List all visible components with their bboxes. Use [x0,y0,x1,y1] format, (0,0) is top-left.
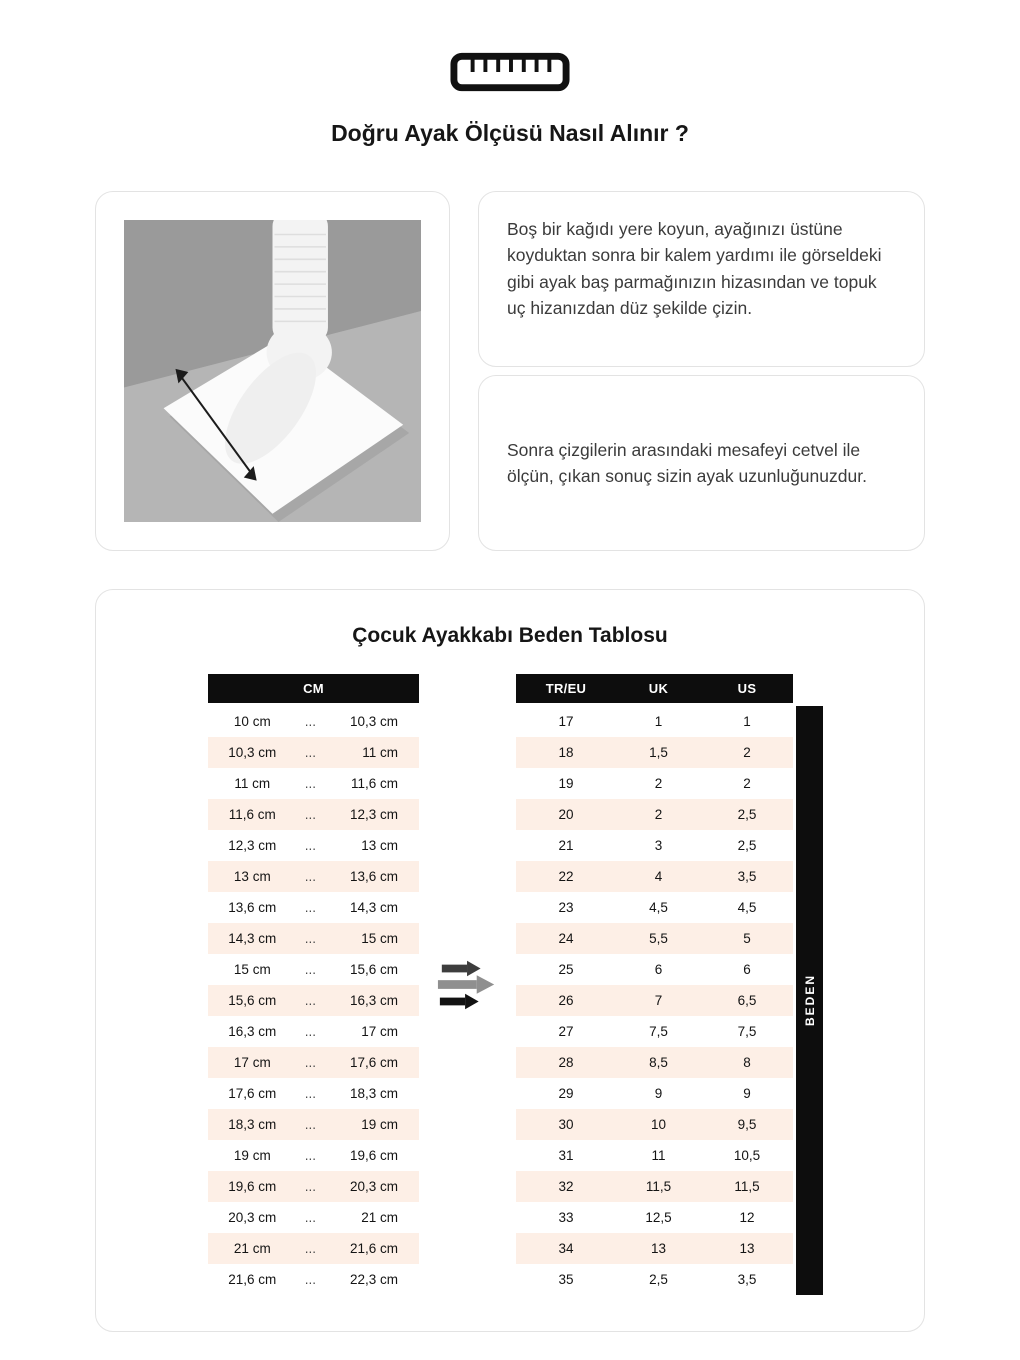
cm-table-row [208,1202,419,1233]
cm-from-value: 19 cm [233,1148,271,1163]
size-eu-value: 27 [558,1024,574,1039]
cm-separator: ... [304,931,316,946]
size-table-row [516,799,793,830]
size-table-row [516,1016,793,1047]
size-us-value: 13 [739,1241,755,1256]
size-chart-tables [208,674,924,1295]
cm-table-header: CM [208,674,419,703]
size-table-header-uk: UK [648,681,669,696]
size-us-value: 4,5 [737,900,757,915]
cm-separator: ... [304,1148,316,1163]
beden-label-bar [796,706,823,1295]
cm-separator: ... [304,900,316,915]
cm-separator: ... [304,745,316,760]
cm-to-value: 11,6 cm [350,776,398,791]
cm-from-value: 14,3 cm [228,931,277,946]
cm-from-value: 12,3 cm [228,838,277,853]
size-eu-value: 28 [558,1055,574,1070]
size-eu-value: 33 [558,1210,574,1225]
cm-table [208,674,419,1295]
size-eu-value: 26 [558,993,574,1008]
cm-from-value: 13,6 cm [228,900,277,915]
size-us-value: 6 [743,962,751,977]
instruction-cards [478,191,925,551]
size-us-value: 2,5 [737,838,757,853]
size-table-body [516,706,793,1295]
size-table-row [516,861,793,892]
foot-measure-photo [124,220,421,522]
cm-from-value: 13 cm [233,869,271,884]
size-table-row [516,1171,793,1202]
size-uk-value: 7 [654,993,663,1008]
size-eu-value: 23 [558,900,574,915]
cm-table-row [208,706,419,737]
cm-to-value: 16,3 cm [349,993,398,1008]
convert-arrows-icon [419,956,516,1014]
size-eu-value: 20 [558,807,574,822]
size-uk-value: 3 [654,838,663,853]
cm-table-row [208,923,419,954]
cm-from-value: 17 cm [233,1055,271,1070]
size-uk-value: 6 [654,962,663,977]
cm-from-value: 17,6 cm [228,1086,277,1101]
cm-to-value: 12,3 cm [349,807,398,822]
cm-from-value: 11 cm [234,776,271,791]
size-eu-value: 30 [558,1117,574,1132]
size-us-value: 9,5 [737,1117,757,1132]
cm-table-row [208,1171,419,1202]
cm-table-row [208,1078,419,1109]
cm-table-row [208,861,419,892]
size-uk-value: 11,5 [645,1179,672,1194]
size-chart-title: Çocuk Ayakkabı Beden Tablosu [352,624,668,647]
size-table-row [516,1109,793,1140]
size-uk-value: 2,5 [649,1272,668,1287]
size-us-value: 3,5 [737,1272,757,1287]
size-eu-value: 19 [558,776,574,791]
cm-table-row [208,768,419,799]
size-chart-card [95,589,925,1332]
size-table-row [516,892,793,923]
size-table-row [516,768,793,799]
measurement-guide-section [95,191,925,551]
cm-separator: ... [304,1086,316,1101]
size-table-header [516,674,793,703]
cm-to-value: 17 cm [361,1024,398,1039]
cm-separator: ... [304,714,316,729]
size-eu-value: 35 [558,1272,574,1287]
instruction-text-2: Sonra çizgilerin arasındaki mesafeyi cetvel ile ölçün, çıkan sonuç sizin ayak uzunluğunuzdur. [507,439,867,486]
size-us-value: 10,5 [733,1148,761,1163]
size-eu-value: 22 [558,869,574,884]
convert-arrows-svg [436,956,500,1014]
size-us-value: 8 [743,1055,751,1070]
cm-table-row [208,1233,419,1264]
cm-to-value: 21 cm [361,1210,398,1225]
size-uk-value: 10 [650,1117,667,1132]
size-uk-value: 5,5 [649,931,668,946]
cm-separator: ... [304,807,316,822]
size-table-header-eu: TR/EU [545,681,587,696]
size-us-value: 5 [743,931,751,946]
size-table-row [516,1047,793,1078]
cm-to-value: 15,6 cm [349,962,398,977]
size-us-value: 1 [743,714,751,729]
cm-to-value: 14,3 cm [349,900,398,915]
cm-from-value: 19,6 cm [228,1179,277,1194]
size-eu-value: 25 [558,962,574,977]
size-uk-value: 9 [654,1086,663,1101]
size-table-row [516,923,793,954]
size-eu-value: 18 [558,745,574,760]
cm-separator: ... [304,838,316,853]
cm-separator: ... [304,993,316,1008]
cm-separator: ... [304,1272,316,1287]
size-uk-value: 1 [654,714,663,729]
cm-from-value: 21,6 cm [228,1272,277,1287]
cm-from-value: 20,3 cm [228,1210,277,1225]
cm-from-value: 15 cm [233,962,271,977]
cm-from-value: 21 cm [233,1241,271,1256]
size-uk-value: 2 [654,807,663,822]
cm-to-value: 20,3 cm [349,1179,398,1194]
size-us-value: 2 [743,776,751,791]
size-uk-value: 12,5 [645,1210,672,1225]
beden-label: BEDEN [802,974,817,1027]
cm-to-value: 11 cm [362,745,398,760]
cm-separator: ... [304,962,316,977]
size-uk-value: 2 [654,776,663,791]
size-table-header-us: US [737,681,757,696]
size-eu-value: 24 [558,931,574,946]
cm-table-row [208,892,419,923]
cm-from-value: 16,3 cm [228,1024,277,1039]
cm-from-value: 10 cm [233,714,271,729]
cm-from-value: 10,3 cm [228,745,277,760]
cm-separator: ... [304,1210,316,1225]
cm-from-value: 11,6 cm [228,807,276,822]
size-table-row [516,737,793,768]
size-table-row [516,1264,793,1295]
ruler-icon-svg [449,50,571,94]
cm-table-row [208,1016,419,1047]
cm-separator: ... [304,776,316,791]
size-uk-value: 11 [651,1148,666,1163]
size-uk-value: 13 [650,1241,667,1256]
cm-separator: ... [304,1024,316,1039]
cm-table-row [208,1140,419,1171]
size-table-row [516,706,793,737]
size-uk-value: 4,5 [649,900,668,915]
size-us-value: 2,5 [737,807,757,822]
cm-table-body [208,706,419,1295]
size-table-row [516,1078,793,1109]
size-eu-value: 32 [558,1179,574,1194]
size-table-row [516,1140,793,1171]
size-eu-value: 21 [558,838,574,853]
cm-to-value: 10,3 cm [349,714,398,729]
cm-to-value: 19 cm [361,1117,398,1132]
cm-separator: ... [304,1241,316,1256]
size-uk-value: 4 [654,869,663,884]
cm-to-value: 18,3 cm [349,1086,398,1101]
size-eu-value: 34 [558,1241,574,1256]
size-us-value: 2 [743,745,751,760]
size-eu-value: 29 [558,1086,574,1101]
cm-separator: ... [304,1179,316,1194]
size-uk-value: 1,5 [649,745,668,760]
instruction-card-2 [478,375,925,551]
cm-table-row [208,799,419,830]
cm-table-row [208,1109,419,1140]
size-eu-value: 17 [558,714,574,729]
cm-to-value: 22,3 cm [349,1272,398,1287]
cm-table-row [208,1264,419,1295]
cm-separator: ... [304,869,316,884]
cm-separator: ... [304,1117,316,1132]
size-eu-value: 31 [558,1148,574,1163]
page-title: Doğru Ayak Ölçüsü Nasıl Alınır ? [331,120,689,146]
cm-to-value: 13,6 cm [349,869,398,884]
size-us-value: 9 [743,1086,751,1101]
cm-table-row [208,830,419,861]
cm-table-row [208,954,419,985]
cm-to-value: 15 cm [361,931,398,946]
cm-from-value: 15,6 cm [228,993,277,1008]
cm-table-row [208,737,419,768]
size-table-row [516,1202,793,1233]
foot-measure-photo-card [95,191,450,551]
instruction-card-1 [478,191,925,367]
size-table-row [516,954,793,985]
size-table-row [516,830,793,861]
size-us-value: 3,5 [737,869,757,884]
size-us-value: 6,5 [737,993,757,1008]
instruction-text-1: Boş bir kağıdı yere koyun, ayağınızı üstüne koyduktan sonra bir kalem yardımı ile görseldeki gibi ayak baş parmağınızın hizasından ve topuk uç hizanızdan düz şekilde çizin. [507,219,882,318]
cm-separator: ... [304,1055,316,1070]
cm-table-row [208,985,419,1016]
cm-to-value: 21,6 cm [349,1241,398,1256]
size-table-row [516,1233,793,1264]
cm-to-value: 13 cm [361,838,398,853]
size-table-row [516,985,793,1016]
size-us-value: 7,5 [737,1024,757,1039]
size-us-value: 12 [739,1210,755,1225]
size-uk-value: 8,5 [649,1055,668,1070]
size-us-value: 11,5 [734,1179,760,1194]
cm-to-value: 19,6 cm [349,1148,398,1163]
size-table [516,674,793,1295]
cm-to-value: 17,6 cm [349,1055,398,1070]
ruler-icon [0,0,1020,94]
cm-from-value: 18,3 cm [228,1117,277,1132]
cm-table-row [208,1047,419,1078]
size-uk-value: 7,5 [649,1024,668,1039]
